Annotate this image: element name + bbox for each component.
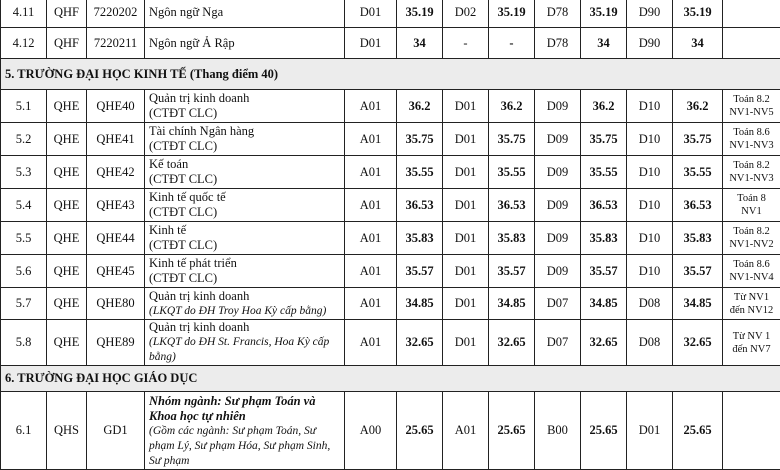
combo-4: D10: [627, 255, 673, 288]
combo-1: A01: [345, 156, 397, 189]
score-1: 25.65: [397, 392, 443, 470]
row-index: 5.5: [1, 222, 47, 255]
score-1: 35.75: [397, 123, 443, 156]
note: [723, 255, 780, 288]
section-header: [1, 59, 780, 90]
note-line: Toán 8.6: [724, 126, 779, 139]
note-line: Toán 8.2: [724, 93, 779, 106]
school-code: QHE: [47, 156, 87, 189]
score-1: 35.83: [397, 222, 443, 255]
score-2: 35.55: [489, 156, 535, 189]
school-code: QHF: [47, 28, 87, 59]
row-index: 6.1: [1, 392, 47, 470]
score-1: 36.2: [397, 90, 443, 123]
combo-3: D09: [535, 123, 581, 156]
note-line: NV1: [724, 205, 779, 218]
note-line: NV1-NV2: [724, 238, 779, 251]
score-3: 25.65: [581, 392, 627, 470]
note: [723, 320, 780, 366]
note-line: Toán 8: [724, 192, 779, 205]
section-title: 6. TRƯỜNG ĐẠI HỌC GIÁO DỤC: [1, 366, 780, 392]
major-code: QHE80: [87, 288, 145, 320]
major-name-line: Tài chính Ngân hàng: [149, 124, 340, 139]
row-index: 5.4: [1, 189, 47, 222]
note: [723, 189, 780, 222]
major-group-name: Nhóm ngành: Sư phạm Toán và Khoa học tự nhiên: [149, 394, 340, 424]
score-3: 36.53: [581, 189, 627, 222]
combo-2: D01: [443, 222, 489, 255]
table-row: [1, 320, 780, 366]
combo-2: D01: [443, 123, 489, 156]
score-1: 35.57: [397, 255, 443, 288]
major-name-line: Kinh tế phát triển: [149, 256, 340, 271]
school-code: QHE: [47, 90, 87, 123]
major-name: [145, 156, 345, 189]
major-name: Ngôn ngữ Nga: [145, 0, 345, 28]
score-2: 32.65: [489, 320, 535, 366]
combo-3: D07: [535, 288, 581, 320]
combo-3: D09: [535, 156, 581, 189]
combo-1: D01: [345, 28, 397, 59]
section-5-joint-rows: [1, 288, 780, 366]
major-program-type: (CTĐT CLC): [149, 106, 340, 121]
major-program-type: (CTĐT CLC): [149, 205, 340, 220]
combo-4: D08: [627, 288, 673, 320]
major-code: 7220202: [87, 0, 145, 28]
combo-4: D10: [627, 222, 673, 255]
combo-3: D78: [535, 28, 581, 59]
combo-1: A01: [345, 288, 397, 320]
score-4: 35.57: [673, 255, 723, 288]
major-name: [145, 189, 345, 222]
section-5-rows: [1, 90, 780, 288]
score-2: 35.83: [489, 222, 535, 255]
note-line: NV1-NV3: [724, 172, 779, 185]
major-name: [145, 90, 345, 123]
major-name-line: Kế toán: [149, 157, 340, 172]
row-index: 5.2: [1, 123, 47, 156]
score-4: 35.75: [673, 123, 723, 156]
major-name-line: Kinh tế quốc tế: [149, 190, 340, 205]
score-4: 34.85: [673, 288, 723, 320]
score-3: 36.2: [581, 90, 627, 123]
combo-2: D01: [443, 255, 489, 288]
score-4: 32.65: [673, 320, 723, 366]
table-row: [1, 156, 780, 189]
score-4: 35.83: [673, 222, 723, 255]
combo-4: D10: [627, 156, 673, 189]
combo-2: D02: [443, 0, 489, 28]
note: [723, 222, 780, 255]
combo-4: D10: [627, 189, 673, 222]
score-2: 36.2: [489, 90, 535, 123]
score-2: 34.85: [489, 288, 535, 320]
major-program-type: (CTĐT CLC): [149, 238, 340, 253]
row-index: 4.12: [1, 28, 47, 59]
major-code: QHE43: [87, 189, 145, 222]
major-name-line: Quản trị kinh doanh: [149, 289, 340, 304]
score-3: 35.19: [581, 0, 627, 28]
combo-3: D09: [535, 255, 581, 288]
score-1: 34.85: [397, 288, 443, 320]
major-name: [145, 392, 345, 470]
note-line: NV1-NV5: [724, 106, 779, 119]
note: [723, 288, 780, 320]
combo-2: D01: [443, 189, 489, 222]
major-name: [145, 222, 345, 255]
major-code: 7220211: [87, 28, 145, 59]
table-row: [1, 189, 780, 222]
note: [723, 0, 780, 28]
major-program-type: (CTĐT CLC): [149, 139, 340, 154]
note: [723, 28, 780, 59]
combo-2: D01: [443, 90, 489, 123]
section-header: [1, 366, 780, 392]
combo-1: A01: [345, 320, 397, 366]
score-1: 35.19: [397, 0, 443, 28]
score-3: 35.57: [581, 255, 627, 288]
combo-2: -: [443, 28, 489, 59]
score-3: 35.83: [581, 222, 627, 255]
major-program-type: (CTĐT CLC): [149, 271, 340, 286]
note: [723, 123, 780, 156]
major-code: QHE45: [87, 255, 145, 288]
major-name: [145, 255, 345, 288]
combo-2: D01: [443, 156, 489, 189]
score-4: 25.65: [673, 392, 723, 470]
table-row: [1, 222, 780, 255]
table-row: [1, 392, 780, 470]
school-code: QHE: [47, 189, 87, 222]
score-3: 34: [581, 28, 627, 59]
school-code: QHE: [47, 288, 87, 320]
note-line: Toán 8.2: [724, 225, 779, 238]
note: [723, 90, 780, 123]
combo-3: D07: [535, 320, 581, 366]
section-title: 5. TRƯỜNG ĐẠI HỌC KINH TẾ (Thang điểm 40): [1, 59, 780, 90]
major-program-type: (LKQT do ĐH Troy Hoa Kỳ cấp bằng): [149, 304, 340, 319]
score-4: 35.19: [673, 0, 723, 28]
score-1: 35.55: [397, 156, 443, 189]
table-row: [1, 288, 780, 320]
row-index: 5.1: [1, 90, 47, 123]
score-4: 36.2: [673, 90, 723, 123]
combo-2: D01: [443, 288, 489, 320]
major-name: Ngôn ngữ Ả Rập: [145, 28, 345, 59]
score-4: 34: [673, 28, 723, 59]
combo-1: A01: [345, 90, 397, 123]
school-code: QHE: [47, 123, 87, 156]
major-group-detail: (Gồm các ngành: Sư phạm Toán, Sư phạm Lý, Sư phạm Hóa, Sư phạm Sinh, Sư phạm: [149, 424, 340, 469]
major-name: [145, 288, 345, 320]
score-1: 34: [397, 28, 443, 59]
major-program-type: (LKQT do ĐH St. Francis, Hoa Kỳ cấp bằng): [149, 335, 340, 365]
score-4: 36.53: [673, 189, 723, 222]
combo-1: A01: [345, 222, 397, 255]
combo-3: B00: [535, 392, 581, 470]
combo-1: A00: [345, 392, 397, 470]
school-code: QHE: [47, 222, 87, 255]
score-1: 36.53: [397, 189, 443, 222]
school-code: QHS: [47, 392, 87, 470]
score-2: 25.65: [489, 392, 535, 470]
school-code: QHE: [47, 255, 87, 288]
row-index: 5.6: [1, 255, 47, 288]
row-index: 5.7: [1, 288, 47, 320]
combo-4: D10: [627, 123, 673, 156]
note-line: đến NV12: [724, 304, 779, 317]
major-name-line: Quản trị kinh doanh: [149, 320, 340, 335]
school-code: QHE: [47, 320, 87, 366]
note-line: Toán 8.6: [724, 258, 779, 271]
major-code: QHE89: [87, 320, 145, 366]
combo-3: D09: [535, 189, 581, 222]
score-3: 32.65: [581, 320, 627, 366]
major-code: QHE41: [87, 123, 145, 156]
combo-4: D90: [627, 28, 673, 59]
score-2: 35.19: [489, 0, 535, 28]
major-name-line: Quản trị kinh doanh: [149, 91, 340, 106]
note-line: Từ NV1: [724, 291, 779, 304]
major-code: GD1: [87, 392, 145, 470]
row-index: 4.11: [1, 0, 47, 28]
combo-1: A01: [345, 123, 397, 156]
major-code: QHE40: [87, 90, 145, 123]
score-2: -: [489, 28, 535, 59]
combo-1: A01: [345, 189, 397, 222]
row-index: 5.8: [1, 320, 47, 366]
table-row: [1, 0, 780, 28]
score-3: 35.75: [581, 123, 627, 156]
note-line: NV1-NV3: [724, 139, 779, 152]
row-index: 5.3: [1, 156, 47, 189]
note-line: NV1-NV4: [724, 271, 779, 284]
note-line: đến NV7: [724, 343, 779, 356]
major-name: [145, 320, 345, 366]
note-line: Toán 8.2: [724, 159, 779, 172]
table-row: [1, 90, 780, 123]
note: [723, 156, 780, 189]
score-2: 36.53: [489, 189, 535, 222]
combo-3: D09: [535, 222, 581, 255]
note: [723, 392, 780, 470]
combo-4: D08: [627, 320, 673, 366]
major-code: QHE44: [87, 222, 145, 255]
major-name-line: Kinh tế: [149, 223, 340, 238]
major-code: QHE42: [87, 156, 145, 189]
score-3: 35.55: [581, 156, 627, 189]
table-row: [1, 123, 780, 156]
school-code: QHF: [47, 0, 87, 28]
combo-2: A01: [443, 392, 489, 470]
note-line: Từ NV 1: [724, 330, 779, 343]
major-program-type: (CTĐT CLC): [149, 172, 340, 187]
combo-4: D10: [627, 90, 673, 123]
table-row: [1, 28, 780, 59]
score-3: 34.85: [581, 288, 627, 320]
combo-2: D01: [443, 320, 489, 366]
table-row: [1, 255, 780, 288]
combo-4: D90: [627, 0, 673, 28]
score-2: 35.75: [489, 123, 535, 156]
score-2: 35.57: [489, 255, 535, 288]
score-1: 32.65: [397, 320, 443, 366]
combo-1: D01: [345, 0, 397, 28]
combo-3: D09: [535, 90, 581, 123]
score-4: 35.55: [673, 156, 723, 189]
combo-4: D01: [627, 392, 673, 470]
major-name: [145, 123, 345, 156]
combo-1: A01: [345, 255, 397, 288]
combo-3: D78: [535, 0, 581, 28]
